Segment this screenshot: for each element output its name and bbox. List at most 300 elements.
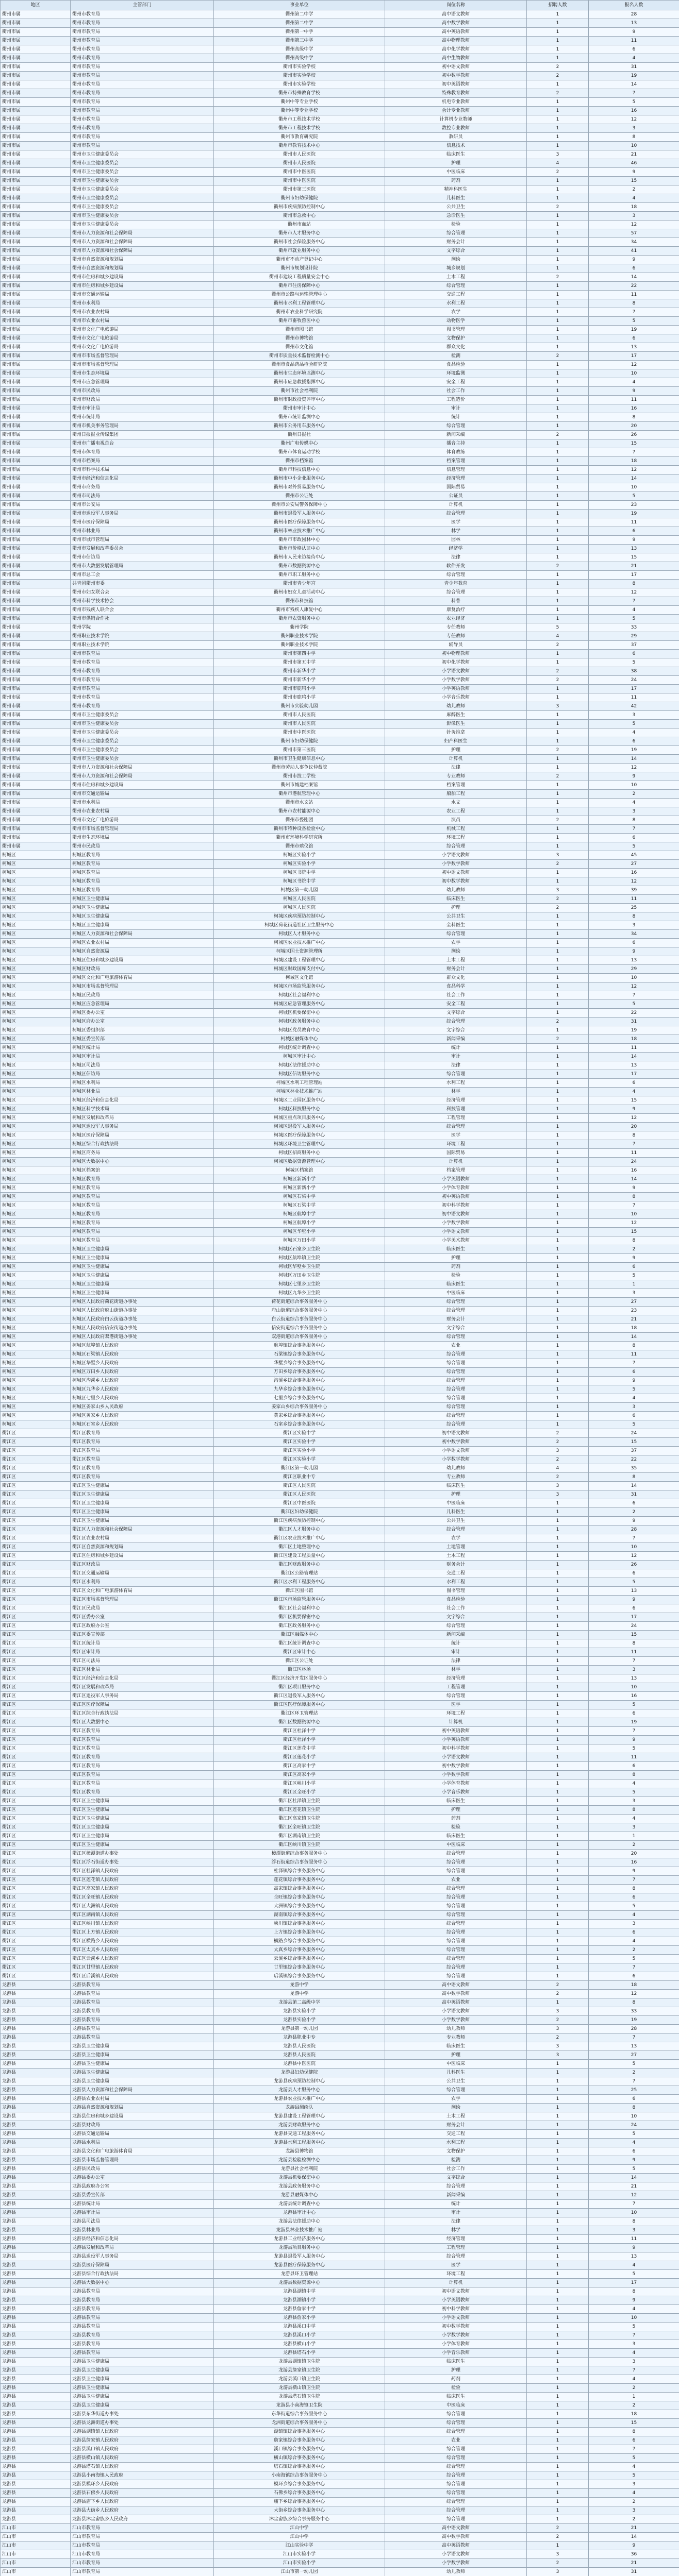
cell-department: 衢州市广播电视总台: [71, 439, 214, 448]
cell-quota: 1: [527, 965, 589, 974]
cell-department: 衢州市住房和城乡建设局: [71, 282, 214, 291]
table-row: [1, 291, 679, 299]
cell-position: 初中数学教师: [385, 2323, 527, 2331]
table-row: [1, 1832, 679, 1841]
table-row: [1, 1000, 679, 1009]
cell-area: 柯城区: [1, 1018, 71, 1026]
table-row: [1, 474, 679, 483]
cell-unit: 信安街道综合事务服务中心: [214, 1324, 385, 1333]
cell-department: 龙游县卫生健康局: [71, 2042, 214, 2051]
cell-quota: 1: [527, 299, 589, 308]
cell-area: 柯城区: [1, 1307, 71, 1315]
cell-position: 新闻采编: [385, 1631, 527, 1639]
cell-department: 柯城区教育局: [71, 1236, 214, 1245]
cell-quota: 2: [527, 2559, 589, 2568]
cell-area: 柯城区: [1, 877, 71, 886]
cell-unit: 衢江区高家中学: [214, 1762, 385, 1771]
table-row: [1, 431, 679, 439]
cell-unit: 衢江区高家镇卫生院: [214, 1815, 385, 1823]
cell-department: 龙游县教育局: [71, 1990, 214, 1998]
table-row: [1, 221, 679, 229]
cell-quota: 3: [527, 1490, 589, 1499]
cell-area: 衢州市属: [1, 378, 71, 387]
cell-department: 柯城区府办公室: [71, 1018, 214, 1026]
cell-area: 衢江区: [1, 1473, 71, 1482]
cell-applicants: 33: [589, 2007, 679, 2016]
cell-position: 初中物理教师: [385, 650, 527, 658]
table-row: [1, 2060, 679, 2069]
cell-department: 衢江区教育局: [71, 1473, 214, 1482]
cell-position: 小学数学教师: [385, 2016, 527, 2025]
cell-quota: 1: [527, 2393, 589, 2401]
cell-area: 衢江区: [1, 1604, 71, 1613]
cell-position: 教研员: [385, 133, 527, 142]
cell-department: 衢州市卫生健康委员会: [71, 720, 214, 728]
cell-department: 柯城区七里乡人民政府: [71, 1394, 214, 1403]
cell-area: 衢州市属: [1, 623, 71, 632]
cell-area: 衢江区: [1, 1815, 71, 1823]
table-row: [1, 2112, 679, 2121]
table-row: [1, 904, 679, 912]
cell-area: 衢江区: [1, 1543, 71, 1552]
cell-position: 新闻采编: [385, 1035, 527, 1044]
cell-unit: 衢江区杜泽镇卫生院: [214, 1797, 385, 1806]
cell-area: 衢州市属: [1, 571, 71, 580]
table-row: [1, 1464, 679, 1473]
cell-applicants: 4: [589, 799, 679, 807]
cell-department: 衢州市城市管理局: [71, 536, 214, 545]
table-row: [1, 825, 679, 834]
table-row: [1, 2139, 679, 2147]
cell-applicants: 11: [589, 1350, 679, 1359]
cell-department: 衢州市水利局: [71, 299, 214, 308]
cell-applicants: 5: [589, 1420, 679, 1429]
cell-applicants: 20: [589, 1123, 679, 1131]
cell-position: 演员: [385, 816, 527, 825]
cell-unit: 龙游县农业技术推广中心: [214, 2095, 385, 2104]
cell-position: 信息管理: [385, 466, 527, 474]
cell-quota: 1: [527, 124, 589, 133]
cell-quota: 1: [527, 1902, 589, 1911]
cell-unit: 龙游县中医医院: [214, 2060, 385, 2069]
cell-department: 柯城区人民政府府山街道办事处: [71, 1307, 214, 1315]
cell-position: 图书管理: [385, 1587, 527, 1596]
cell-applicants: 3: [589, 711, 679, 720]
cell-department: 衢江区委办公室: [71, 1613, 214, 1622]
cell-unit: 衢江区建设工程质量中心: [214, 1552, 385, 1561]
cell-area: 柯城区: [1, 1245, 71, 1254]
cell-applicants: 2: [589, 1946, 679, 1955]
cell-quota: 1: [527, 2314, 589, 2323]
cell-department: 衢州市财政局: [71, 396, 214, 404]
cell-position: 综合管理: [385, 2419, 527, 2428]
cell-area: 衢州市属: [1, 501, 71, 510]
cell-area: 衢江区: [1, 1447, 71, 1455]
table-row: [1, 396, 679, 404]
cell-position: 园林: [385, 536, 527, 545]
cell-department: 柯城区委组织部: [71, 1026, 214, 1035]
table-row: [1, 1771, 679, 1780]
cell-department: 龙游县医疗保障局: [71, 2261, 214, 2270]
cell-area: 龙游县: [1, 2270, 71, 2279]
cell-quota: 1: [527, 1709, 589, 1718]
cell-position: 公共卫生: [385, 912, 527, 921]
table-row: [1, 343, 679, 352]
cell-area: 柯城区: [1, 1000, 71, 1009]
cell-applicants: 19: [589, 746, 679, 755]
cell-area: 衢江区: [1, 1429, 71, 1438]
cell-area: 衢州市属: [1, 772, 71, 781]
table-row: [1, 1018, 679, 1026]
table-row: [1, 2174, 679, 2182]
cell-position: 机电专业教师: [385, 98, 527, 107]
cell-quota: 1: [527, 2541, 589, 2550]
cell-position: 林学: [385, 2226, 527, 2235]
cell-area: 衢州市属: [1, 562, 71, 571]
cell-department: 龙游县退役军人事务局: [71, 2252, 214, 2261]
cell-area: 衢江区: [1, 1569, 71, 1578]
cell-unit: 衢州市妇幼保健院: [214, 737, 385, 746]
cell-area: 衢江区: [1, 1578, 71, 1587]
cell-position: 初中语文教师: [385, 1429, 527, 1438]
cell-department: 衢江区政府办公室: [71, 1622, 214, 1631]
table-row: [1, 1298, 679, 1307]
table-row: [1, 720, 679, 728]
cell-applicants: 4: [589, 1088, 679, 1096]
cell-area: 衢州市属: [1, 492, 71, 501]
cell-position: 综合管理: [385, 1858, 527, 1867]
cell-position: 图书管理: [385, 326, 527, 334]
cell-department: 龙游县教育局: [71, 2287, 214, 2296]
cell-position: 综合管理: [385, 2410, 527, 2419]
cell-quota: 2: [527, 168, 589, 177]
cell-unit: 龙游县詹家小学: [214, 2314, 385, 2323]
cell-department: 衢州市生态环境局: [71, 369, 214, 378]
cell-quota: 3: [527, 2051, 589, 2060]
table-row: [1, 2366, 679, 2375]
cell-applicants: 8: [589, 1131, 679, 1140]
cell-quota: 1: [527, 553, 589, 562]
cell-area: 衢江区: [1, 1692, 71, 1701]
table-row: [1, 1368, 679, 1377]
cell-area: 龙游县: [1, 2033, 71, 2042]
cell-quota: 1: [527, 1193, 589, 1201]
table-row: [1, 2209, 679, 2217]
cell-department: 衢州市农业农村局: [71, 308, 214, 317]
table-row: [1, 150, 679, 159]
table-row: [1, 562, 679, 571]
cell-applicants: 26: [589, 1561, 679, 1569]
cell-applicants: 15: [589, 2419, 679, 2428]
cell-quota: 1: [527, 2410, 589, 2419]
cell-department: 衢江区教育局: [71, 1455, 214, 1464]
cell-area: 柯城区: [1, 1166, 71, 1175]
cell-area: 衢州市属: [1, 474, 71, 483]
cell-area: 衢江区: [1, 1727, 71, 1736]
cell-unit: 衢江区公路管理站: [214, 1569, 385, 1578]
cell-quota: 1: [527, 1841, 589, 1850]
cell-position: 农学: [385, 308, 527, 317]
cell-position: 财务会计: [385, 965, 527, 974]
cell-unit: 莲花镇综合事务服务中心: [214, 1876, 385, 1885]
cell-department: 衢江区教育局: [71, 1464, 214, 1473]
cell-unit: 塔石镇综合事务服务中心: [214, 2463, 385, 2471]
cell-quota: 4: [527, 632, 589, 641]
cell-quota: 1: [527, 2069, 589, 2077]
cell-applicants: 6: [589, 1709, 679, 1718]
cell-position: 综合管理: [385, 1403, 527, 1412]
cell-position: 工程管理: [385, 2244, 527, 2252]
cell-position: 初中英语教师: [385, 80, 527, 89]
cell-position: 小学语文教师: [385, 851, 527, 860]
cell-department: 衢州市卫生健康委员会: [71, 746, 214, 755]
cell-department: 衢州市市场监督管理局: [71, 361, 214, 369]
cell-position: 幼儿教师: [385, 2568, 527, 2576]
cell-area: 柯城区: [1, 1280, 71, 1289]
table-row: [1, 1114, 679, 1123]
table-row: [1, 1709, 679, 1718]
cell-area: 龙游县: [1, 2445, 71, 2454]
cell-quota: 1: [527, 1876, 589, 1885]
cell-position: 综合管理: [385, 1937, 527, 1946]
cell-applicants: 3: [589, 807, 679, 816]
cell-applicants: 2: [589, 185, 679, 194]
cell-department: 衢江区委宣传部: [71, 1631, 214, 1639]
cell-position: 综合管理: [385, 2428, 527, 2436]
cell-position: 小学音乐教师: [385, 2349, 527, 2358]
cell-quota: 1: [527, 2121, 589, 2130]
cell-department: 龙游县教育局: [71, 2296, 214, 2305]
table-row: [1, 1648, 679, 1657]
cell-unit: 七里乡综合事务服务中心: [214, 1394, 385, 1403]
cell-unit: 衢州市中医医院: [214, 177, 385, 185]
cell-applicants: 15: [589, 1228, 679, 1236]
cell-department: 龙游县卫生健康局: [71, 2375, 214, 2384]
cell-quota: 1: [527, 1526, 589, 1534]
cell-position: 初中化学教师: [385, 658, 527, 667]
cell-unit: 衢州市社会保险服务中心: [214, 238, 385, 247]
cell-position: 数控专业教师: [385, 124, 527, 133]
table-row: [1, 1990, 679, 1998]
cell-quota: 1: [527, 1350, 589, 1359]
cell-position: 群众文化: [385, 343, 527, 352]
cell-position: 综合管理: [385, 1070, 527, 1079]
cell-department: 衢州市教育局: [71, 37, 214, 45]
table-row: [1, 1482, 679, 1490]
cell-department: 龙游县教育局: [71, 2323, 214, 2331]
cell-unit: 柯城区疾病预防控制中心: [214, 912, 385, 921]
cell-applicants: 2: [589, 790, 679, 799]
table-row: [1, 1622, 679, 1631]
cell-area: 龙游县: [1, 2182, 71, 2191]
cell-applicants: 18: [589, 457, 679, 466]
cell-department: 衢州市公安局: [71, 501, 214, 510]
cell-applicants: 4: [589, 1815, 679, 1823]
cell-department: 衢州市审计局: [71, 404, 214, 413]
cell-unit: 衢州市人民医院: [214, 159, 385, 168]
cell-department: 柯城区司法局: [71, 1061, 214, 1070]
cell-department: 柯城区姜家山乡人民政府: [71, 1403, 214, 1412]
cell-applicants: 24: [589, 1158, 679, 1166]
cell-unit: 龙游中学: [214, 1990, 385, 1998]
table-row: [1, 10, 679, 19]
column-header-position: 岗位名称: [385, 1, 527, 10]
cell-position: 工程管理: [385, 1114, 527, 1123]
cell-department: 龙游县龙洲街道办事处: [71, 2419, 214, 2428]
cell-position: 农业: [385, 1342, 527, 1350]
cell-unit: 衢州市统计监测中心: [214, 413, 385, 422]
cell-department: 衢州市发展和改革委员会: [71, 545, 214, 553]
cell-quota: 1: [527, 1175, 589, 1184]
cell-department: 龙游县卫生健康局: [71, 2366, 214, 2375]
table-row: [1, 1561, 679, 1569]
cell-quota: 1: [527, 2331, 589, 2340]
cell-position: 初中科学教师: [385, 2305, 527, 2314]
cell-position: 经济管理: [385, 474, 527, 483]
cell-area: 柯城区: [1, 1420, 71, 1429]
cell-unit: 衢江区公证处: [214, 1657, 385, 1666]
cell-area: 衢江区: [1, 1657, 71, 1666]
cell-position: 测绘: [385, 947, 527, 956]
cell-unit: 衢州职业技术学院: [214, 641, 385, 650]
cell-applicants: 37: [589, 641, 679, 650]
cell-position: 文字综合: [385, 2174, 527, 2182]
cell-department: 衢州市教育局: [71, 89, 214, 98]
cell-applicants: 6: [589, 1368, 679, 1377]
cell-area: 龙游县: [1, 2209, 71, 2217]
cell-unit: 衢州市农资服务中心: [214, 615, 385, 623]
cell-department: 柯城区发展和改革局: [71, 1114, 214, 1123]
table-row: [1, 1131, 679, 1140]
cell-applicants: 6: [589, 1972, 679, 1981]
table-row: [1, 1123, 679, 1131]
cell-position: 动物医学: [385, 317, 527, 326]
cell-area: 衢州市属: [1, 133, 71, 142]
cell-department: 柯城区经济和信息化局: [71, 1096, 214, 1105]
cell-unit: 柯城区人才服务中心: [214, 930, 385, 939]
cell-position: 文字综合: [385, 1009, 527, 1018]
cell-area: 柯城区: [1, 1193, 71, 1201]
cell-quota: 2: [527, 562, 589, 571]
cell-applicants: 8: [589, 2217, 679, 2226]
cell-position: 计算机: [385, 2279, 527, 2287]
cell-position: 初中数学教师: [385, 1438, 527, 1447]
cell-quota: 1: [527, 2323, 589, 2331]
cell-area: 衢州市属: [1, 45, 71, 54]
table-row: [1, 501, 679, 510]
cell-applicants: 9: [589, 772, 679, 781]
cell-area: 衢江区: [1, 1911, 71, 1920]
cell-area: 龙游县: [1, 2498, 71, 2506]
cell-area: 衢江区: [1, 1832, 71, 1841]
cell-position: 文字综合: [385, 247, 527, 256]
cell-quota: 1: [527, 2419, 589, 2428]
cell-position: 综合管理: [385, 1385, 527, 1394]
cell-department: 柯城区林业局: [71, 1088, 214, 1096]
cell-unit: 石梁镇综合事务服务中心: [214, 1350, 385, 1359]
cell-position: 农业: [385, 1876, 527, 1885]
cell-unit: 衢州市规划设计院: [214, 264, 385, 273]
cell-applicants: 6: [589, 527, 679, 536]
cell-department: 龙游县政府办公室: [71, 2182, 214, 2191]
cell-area: 龙游县: [1, 2174, 71, 2182]
cell-department: 龙游县发展和改革局: [71, 2244, 214, 2252]
cell-position: 文物保护: [385, 334, 527, 343]
table-row: [1, 2104, 679, 2112]
cell-department: 龙游县卫生健康局: [71, 2051, 214, 2060]
cell-position: 播音主持: [385, 439, 527, 448]
cell-area: 衢江区: [1, 1639, 71, 1648]
cell-unit: 姜家山乡综合事务服务中心: [214, 1403, 385, 1412]
cell-quota: 1: [527, 1088, 589, 1096]
cell-quota: 2: [527, 72, 589, 80]
cell-department: 衢江区卫生健康局: [71, 1517, 214, 1526]
cell-department: 衢江区樟潭街道办事处: [71, 1850, 214, 1858]
table-row: [1, 711, 679, 720]
cell-area: 衢江区: [1, 1753, 71, 1762]
cell-area: 龙游县: [1, 2112, 71, 2121]
cell-quota: 1: [527, 1736, 589, 1744]
cell-area: 衢州市属: [1, 308, 71, 317]
cell-unit: 衢江区经济开发区服务中心: [214, 1674, 385, 1683]
cell-department: 柯城区档案馆: [71, 1166, 214, 1175]
cell-department: 衢州市科学技术协会: [71, 597, 214, 606]
cell-unit: 柯城区信访服务中心: [214, 1070, 385, 1079]
cell-unit: 柯城区环境卫生管理中心: [214, 1140, 385, 1149]
cell-position: 综合管理: [385, 1298, 527, 1307]
table-row: [1, 194, 679, 203]
cell-quota: 1: [527, 720, 589, 728]
cell-department: 衢江区卫生健康局: [71, 1499, 214, 1508]
cell-position: 儿科医生: [385, 194, 527, 203]
cell-area: 衢江区: [1, 1631, 71, 1639]
cell-applicants: 9: [589, 28, 679, 37]
cell-area: 衢州市属: [1, 352, 71, 361]
cell-unit: 衢州市农村能源中心: [214, 807, 385, 816]
cell-area: 龙游县: [1, 2217, 71, 2226]
cell-area: 龙游县: [1, 2235, 71, 2244]
cell-unit: 衢江区项目服务中心: [214, 1683, 385, 1692]
cell-position: 检测: [385, 352, 527, 361]
table-row: [1, 2463, 679, 2471]
table-row: [1, 860, 679, 869]
cell-department: 衢江区经济和信息化局: [71, 1674, 214, 1683]
cell-applicants: 8: [589, 1639, 679, 1648]
cell-area: 柯城区: [1, 974, 71, 982]
cell-quota: 1: [527, 2506, 589, 2515]
cell-department: 柯城区人力资源和社会保障局: [71, 930, 214, 939]
cell-position: 精神科医生: [385, 185, 527, 194]
cell-quota: 1: [527, 1394, 589, 1403]
cell-quota: 1: [527, 588, 589, 597]
cell-area: 衢江区: [1, 1683, 71, 1692]
cell-quota: 1: [527, 1026, 589, 1035]
cell-position: 林学: [385, 1666, 527, 1674]
cell-position: 初中英语教师: [385, 1727, 527, 1736]
cell-unit: 衢州市实验学校: [214, 63, 385, 72]
cell-unit: 龙游县社会福利院: [214, 2165, 385, 2174]
cell-area: 衢州市属: [1, 842, 71, 851]
cell-department: 衢州市教育局: [71, 28, 214, 37]
cell-applicants: 8: [589, 413, 679, 422]
cell-area: 衢江区: [1, 1648, 71, 1657]
cell-applicants: 2: [589, 2515, 679, 2524]
table-row: [1, 1044, 679, 1053]
cell-unit: 柯城区应急管理服务中心: [214, 1000, 385, 1009]
cell-department: 衢州市自然资源和规划局: [71, 256, 214, 264]
table-row: [1, 1920, 679, 1928]
cell-unit: 龙游县塔石镇卫生院: [214, 2393, 385, 2401]
